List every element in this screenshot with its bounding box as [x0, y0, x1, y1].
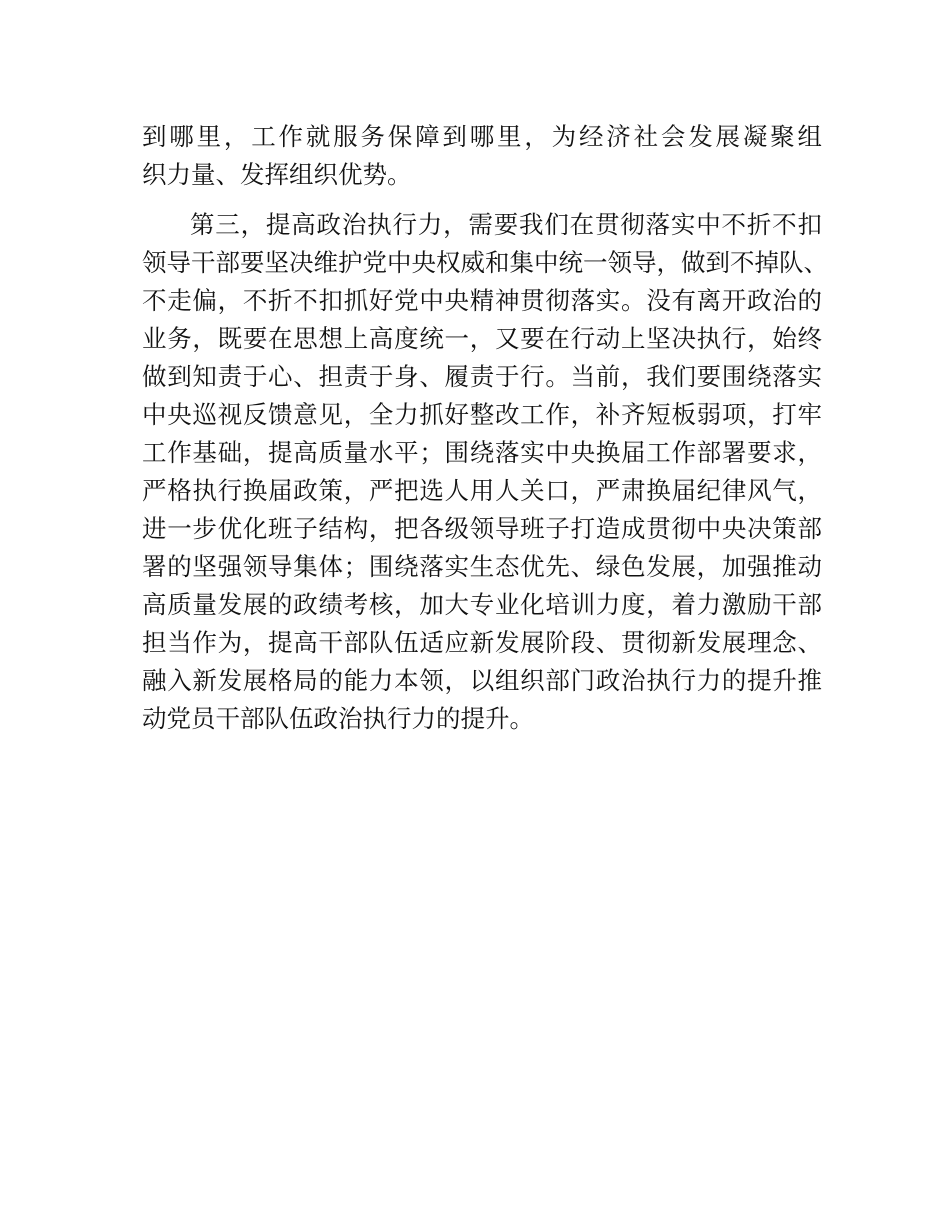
text-line: 署的坚强领导集体；围绕落实生态优先、绿色发展，加强推动: [142, 552, 822, 581]
text-line: 做到知责于心、担责于身、履责于行。当前，我们要围绕落实: [142, 362, 822, 391]
text-line: 不走偏，不折不扣抓好党中央精神贯彻落实。没有离开政治的: [142, 286, 822, 315]
text-line: 高质量发展的政绩考核，加大专业化培训力度，着力激励干部: [142, 590, 822, 619]
text-line: 业务，既要在思想上高度统一，又要在行动上坚决执行，始终: [142, 324, 822, 353]
paragraph-1: [142, 118, 822, 194]
text-line: 融入新发展格局的能力本领，以组织部门政治执行力的提升推: [142, 666, 822, 695]
paragraph-2: [142, 206, 828, 738]
text-line: 担当作为，提高干部队伍适应新发展阶段、贯彻新发展理念、: [142, 628, 822, 657]
text-line: 严格执行换届政策，严把选人用人关口，严肃换届纪律风气，: [142, 476, 822, 505]
body-text: [142, 118, 828, 738]
text-line: 进一步优化班子结构，把各级领导班子打造成贯彻中央决策部: [142, 514, 822, 543]
text-line: 第三，提高政治执行力，需要我们在贯彻落实中不折不扣: [190, 210, 822, 239]
text-line: 到哪里，工作就服务保障到哪里，为经济社会发展凝聚组: [142, 122, 822, 151]
text-line: 中央巡视反馈意见，全力抓好整改工作，补齐短板弱项，打牢: [142, 400, 822, 429]
text-line: 工作基础，提高质量水平；围绕落实中央换届工作部署要求，: [142, 438, 822, 467]
text-line: 动党员干部队伍政治执行力的提升。: [142, 704, 534, 733]
text-line: 领导干部要坚决维护党中央权威和集中统一领导，做到不掉队、: [142, 248, 828, 277]
text-line: 织力量、发挥组织优势。: [142, 160, 412, 189]
